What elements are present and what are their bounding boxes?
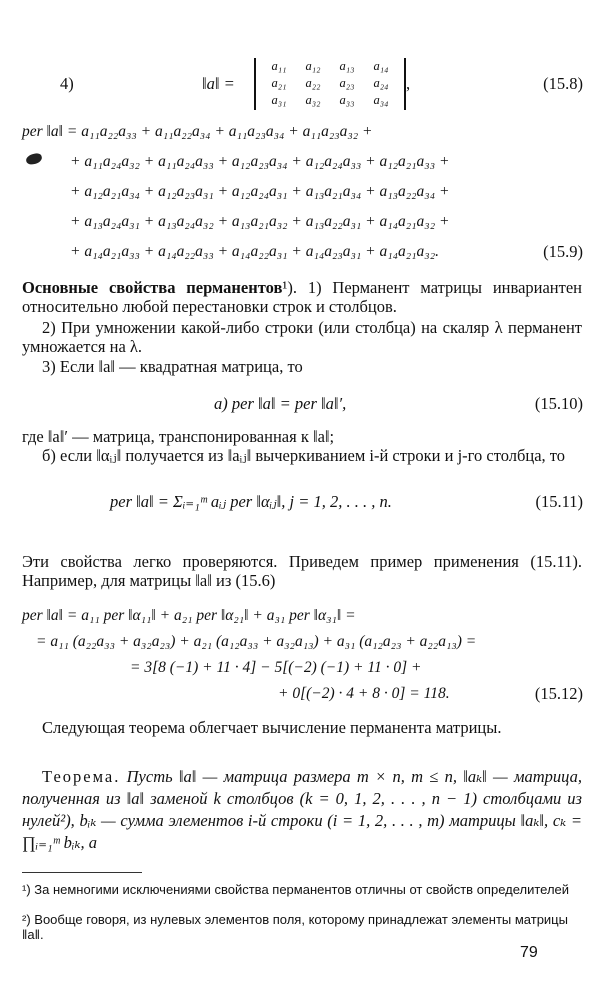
eq-line: + a₁₃a₂₄a₃₁ + a₁₃a₂₄a₃₂ + a₁₃a₂₁a₃₂ + a₁₃a₂₂a₃₁ + a₁₄a₂₁a₃₂ + [70,213,450,230]
eq-line: per ‖a‖ = a₁₁a₂₂a₃₃ + a₁₁a₂₂a₃₄ + a₁₁a₂₃a₃₄ + a₁₁a₂₃a₃₂ + [22,123,373,140]
where-transposed: где ‖a‖′ — матрица, транспонированная к ‖a‖; [22,427,335,446]
matrix-cell: a₁₃ [339,59,355,73]
matrix-cell: a₁₂ [305,59,321,73]
properties-paragraph [22,278,582,316]
matrix-cell: a₃₂ [305,93,321,107]
eq-line: + a₁₂a₂₁a₃₄ + a₁₂a₂₃a₃₁ + a₁₂a₂₄a₃₁ + a₁₃a₂₁a₃₄ + a₁₃a₂₂a₃₄ + [70,183,450,200]
footnote-rule [22,872,142,873]
footnote-mark: ¹) [282,278,293,297]
next-paragraph: Следующая теорема облегчает вычисление перманента матрицы. [42,718,502,737]
matrix-row [256,92,404,109]
matrix-cell: a₁₁ [271,59,287,73]
eq-line: = 3[8 (−1) + 11 · 4] − 5[(−2) (−1) + 11 · 0] + [130,659,422,676]
eq-line: = a₁₁ (a₂₂a₃₃ + a₃₂a₂₃) + a₂₁ (a₁₂a₃₃ + a₃₂a₁₃) + a₃₁ (a₁₂a₂₃ + a₂₂a₁₃) = [36,633,477,650]
eq-text: а) per ‖a‖ = per ‖a‖′, [214,394,347,413]
eq-item-number: 4) [60,74,74,93]
page-number: 79 [520,944,538,961]
ink-blot [25,152,43,166]
eq-number: (15.8) [543,74,583,93]
eq-text: per ‖a‖ = Σᵢ₌₁ᵐ aᵢⱼ per ‖αᵢⱼ‖, j = 1, 2, . . . , n. [110,492,392,511]
eq-lhs: ‖a‖ = [202,74,235,93]
eq-line: + a₁₄a₂₁a₃₃ + a₁₄a₂₂a₃₃ + a₁₄a₂₂a₃₁ + a₁₄a₂₃a₃₁ + a₁₄a₂₁a₃₂. [70,243,439,260]
eq-line: per ‖a‖ = a₁₁ per ‖α₁₁‖ + a₂₁ per ‖α₂₁‖ + a₃₁ per ‖α₃₁‖ = [22,607,356,624]
eq-line: + 0[(−2) · 4 + 8 · 0] = 118. [278,685,450,702]
eq-number: (15.9) [543,242,583,261]
matrix-cell: a₂₄ [373,76,389,90]
eq-line: + a₁₁a₂₄a₃₂ + a₁₁a₂₄a₃₃ + a₁₂a₂₃a₃₄ + a₁₂a₂₄a₃₃ + a₁₂a₂₁a₃₃ + [70,153,450,170]
theorem-body: Пусть ‖a‖ — матрица размера m × n, m ≤ n, ‖aₖ‖ — матрица, полученная из ‖a‖ заменой k столбцов (k = 0, 1, 2, . . . , n − 1) столбцами из нулей²), bᵢₖ — сумма элементов i-й строки (i = 1, 2, . . . , m) матрицы ‖aₖ‖, cₖ = ∏ᵢ₌₁ᵐ bᵢₖ, а [22,767,582,852]
section-heading: Основные свойства перманентов [22,278,283,297]
property-1: . 1) Перманент матрицы инвариантен относительно любой перестановки строк и столбцов. [22,278,582,316]
matrix-cell: a₂₃ [339,76,355,90]
matrix-cell: a₁₄ [373,59,389,73]
matrix-cell: a₃₄ [373,93,389,107]
eq-number: (15.10) [534,394,583,413]
footnote-2: ²) Вообще говоря, из нулевых элементов поля, которому принадлежат элементы матрицы ‖a‖. [22,912,568,942]
matrix-row [256,75,404,92]
matrix-cell: a₃₁ [271,93,287,107]
eq-comma: , [406,74,411,93]
eq-number: (15.11) [535,492,583,511]
matrix-cell: a₂₁ [271,76,287,90]
theorem-paragraph [22,766,582,854]
matrix [254,58,406,110]
matrix-cell: a₃₃ [339,93,355,107]
easy-paragraph: Эти свойства легко проверяются. Приведем пример применения (15.11). Например, для матрицы ‖a‖ из (15.6) [22,552,582,590]
eq-number: (15.12) [534,684,583,703]
matrix-cell: a₂₂ [305,76,321,90]
matrix-row [256,58,404,75]
where-minor: б) если ‖αᵢⱼ‖ получается из ‖aᵢⱼ‖ вычеркиванием i-й строки и j-го столбца, то [42,446,566,465]
theorem-label: Теорема. [42,767,121,786]
property-3: 3) Если ‖a‖ — квадратная матрица, то [42,357,303,376]
property-2: 2) При умножении какой-либо строки (или столбца) на скаляр λ перманент умножается на λ. [22,318,582,356]
footnote-1: ¹) За немногими исключениями свойства перманентов отличны от свойств определителей [22,882,570,897]
